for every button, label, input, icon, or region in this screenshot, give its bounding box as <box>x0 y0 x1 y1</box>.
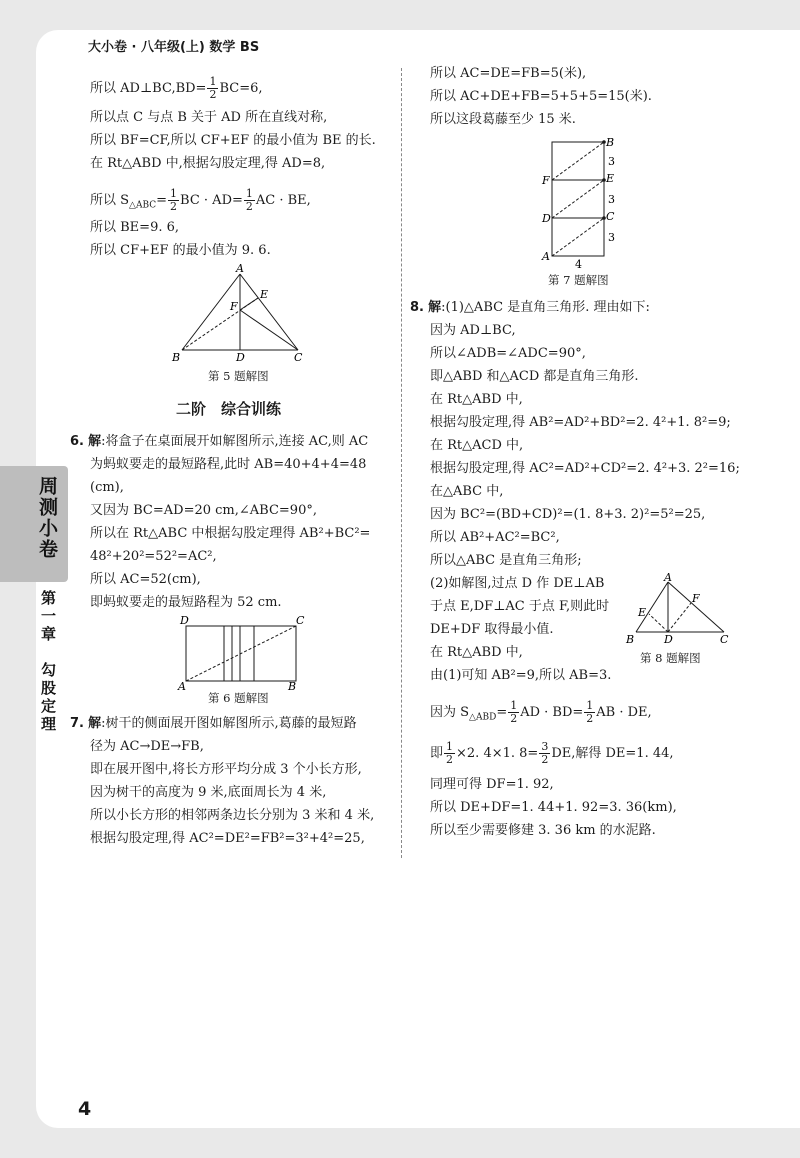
q8-line-6: 根据勾股定理,得 AB²=AD²+BD²=2. 4²+1. 8²=9; <box>430 415 731 430</box>
side-tab-label: 周测小卷 <box>36 476 58 560</box>
q8-line-4: 即△ABD 和△ACD 都是直角三角形. <box>430 369 639 384</box>
column-divider <box>401 68 402 858</box>
q8-line-2: 因为 AD⊥BC, <box>430 323 516 338</box>
fig6-label-b: B <box>288 680 297 692</box>
q8-line-7: 在 Rt△ACD 中, <box>430 438 524 453</box>
fig7-segment-top: 3 <box>608 155 615 168</box>
fig7-caption: 第 7 题解图 <box>548 273 609 287</box>
fig7-label-a: A <box>542 250 550 263</box>
q8-line-18: 因为 $S_{\triangle ABD}=$ $\frac{1}{2}$ AD · BD= $\frac{1}{2}$ AB · DE, <box>430 699 652 725</box>
left-line-5: 所以 $S_{\triangle ABC}=$ $\frac{1}{2}$ BC · AD= $\frac{1}{2}$ AC · BE, <box>90 187 311 213</box>
figure-5 <box>170 262 320 372</box>
fig5-label-a: A <box>236 262 244 275</box>
q6-line-1: 6. 解:将盒子在桌面展开如解图所示,连接 AC,则 AC <box>70 434 369 449</box>
q6-line-2: 为蚂蚁要走的最短路程,此时 AB=40+4+4=48 <box>90 457 367 472</box>
fig6-label-d: D <box>180 614 189 627</box>
fig6-label-a: A <box>178 680 186 692</box>
right-line-3: 所以这段葛藤至少 15 米. <box>430 112 576 127</box>
figure-7 <box>536 132 626 272</box>
fig7-segment-mid: 3 <box>608 193 615 206</box>
q7-line-3: 即在展开图中,将长方形平均分成 3 个小长方形, <box>90 762 362 777</box>
q6-line-3: (cm), <box>90 480 124 495</box>
q8-line-11: 所以 AB²+AC²=BC², <box>430 530 560 545</box>
chapter-label: 第一章 勾股定理 <box>39 590 57 734</box>
q8-line-8: 根据勾股定理,得 AC²=AD²+CD²=2. 4²+3. 2²=16; <box>430 461 740 476</box>
q8-line-10: 因为 BC²=(BD+CD)²=(1. 8+3. 2)²=5²=25, <box>430 507 706 522</box>
q8-line-9: 在△ABC 中, <box>430 484 504 499</box>
q8-line-13: (2)如解图,过点 D 作 DE⊥AB <box>430 576 605 591</box>
q7-line-5: 所以小长方形的相邻两条边长分别为 3 米和 4 米, <box>90 808 375 823</box>
q6-line-5: 所以在 Rt△ABC 中根据勾股定理得 AB²+BC²= <box>90 526 371 541</box>
q6-line-8: 即蚂蚁要走的最短路程为 52 cm. <box>90 595 282 610</box>
fig7-base-length: 4 <box>575 258 582 271</box>
fig8-caption: 第 8 题解图 <box>640 651 701 665</box>
fig7-label-f: F <box>542 174 550 187</box>
running-header: 大小卷 · 八年级(上) 数学 BS <box>88 40 260 55</box>
fig5-label-b: B <box>172 351 181 364</box>
right-line-1: 所以 AC=DE=FB=5(米), <box>430 66 587 81</box>
fig7-label-e: E <box>606 172 615 185</box>
q8-line-22: 所以至少需要修建 3. 36 km 的水泥路. <box>430 823 656 838</box>
q8-line-15: DE+DF 取得最小值. <box>430 622 554 637</box>
q7-line-2: 径为 AC→DE→FB, <box>90 739 204 754</box>
fig8-label-e: E <box>638 606 647 619</box>
q8-line-16: 在 Rt△ABD 中, <box>430 645 523 660</box>
left-line-1: 所以 AD⊥BC,BD= $\frac{1}{2}$ BC=6, <box>90 75 263 101</box>
q6-line-7: 所以 AC=52(cm), <box>90 572 201 587</box>
fig5-caption: 第 5 题解图 <box>208 369 269 383</box>
section-title: 二阶 综合训练 <box>176 400 282 418</box>
q8-line-5: 在 Rt△ABD 中, <box>430 392 523 407</box>
fig5-label-f: F <box>230 300 238 313</box>
fig7-label-b: B <box>606 136 615 149</box>
q8-line-14: 于点 E,DF⊥AC 于点 F,则此时 <box>430 599 610 614</box>
fig5-label-e: E <box>260 288 269 301</box>
fig6-label-c: C <box>296 614 305 627</box>
q8-line-1: 8. 解:(1)△ABC 是直角三角形. 理由如下: <box>410 300 650 315</box>
left-line-7: 所以 CF+EF 的最小值为 9. 6. <box>90 243 271 258</box>
figure-8 <box>624 572 736 648</box>
fig7-segment-bottom: 3 <box>608 231 615 244</box>
q7-line-4: 因为树干的高度为 9 米,底面周长为 4 米, <box>90 785 327 800</box>
fig7-label-c: C <box>606 210 615 223</box>
fig8-label-c: C <box>720 633 729 646</box>
q6-line-4: 又因为 BC=AD=20 cm,∠ABC=90°, <box>90 503 317 518</box>
q7-line-6: 根据勾股定理,得 AC²=DE²=FB²=3²+4²=25, <box>90 831 365 846</box>
q8-line-17: 由(1)可知 AB²=9,所以 AB=3. <box>430 668 612 683</box>
fig5-label-d: D <box>236 351 245 364</box>
fig8-label-f: F <box>692 592 700 605</box>
q8-line-3: 所以∠ADB=∠ADC=90°, <box>430 346 586 361</box>
q8-line-19: 即 $\frac{1}{2}$ ×2. 4×1. 8= $\frac{3}{2}$ DE,解得 DE=1. 44, <box>430 740 674 766</box>
q7-line-1: 7. 解:树干的侧面展开图如解图所示,葛藤的最短路 <box>70 716 357 731</box>
q6-line-6: 48²+20²=52²=AC², <box>90 549 217 564</box>
fig5-label-c: C <box>294 351 303 364</box>
q8-line-21: 所以 DE+DF=1. 44+1. 92=3. 36(km), <box>430 800 677 815</box>
page-number: 4 <box>78 1098 92 1120</box>
fig8-label-a: A <box>664 572 672 584</box>
left-line-4: 在 Rt△ABD 中,根据勾股定理,得 AD=8, <box>90 156 326 171</box>
left-line-6: 所以 BE=9. 6, <box>90 220 180 235</box>
q8-line-12: 所以△ABC 是直角三角形; <box>430 553 582 568</box>
right-line-2: 所以 AC+DE+FB=5+5+5=15(米). <box>430 89 652 104</box>
figure-6 <box>172 612 312 692</box>
fig8-label-d: D <box>664 633 673 646</box>
left-line-2: 所以点 C 与点 B 关于 AD 所在直线对称, <box>90 110 328 125</box>
fig8-label-b: B <box>626 633 635 646</box>
fig6-caption: 第 6 题解图 <box>208 691 269 705</box>
q8-line-20: 同理可得 DF=1. 92, <box>430 777 554 792</box>
fig7-label-d: D <box>542 212 551 225</box>
left-line-3: 所以 BF=CF,所以 CF+EF 的最小值为 BE 的长. <box>90 133 376 148</box>
